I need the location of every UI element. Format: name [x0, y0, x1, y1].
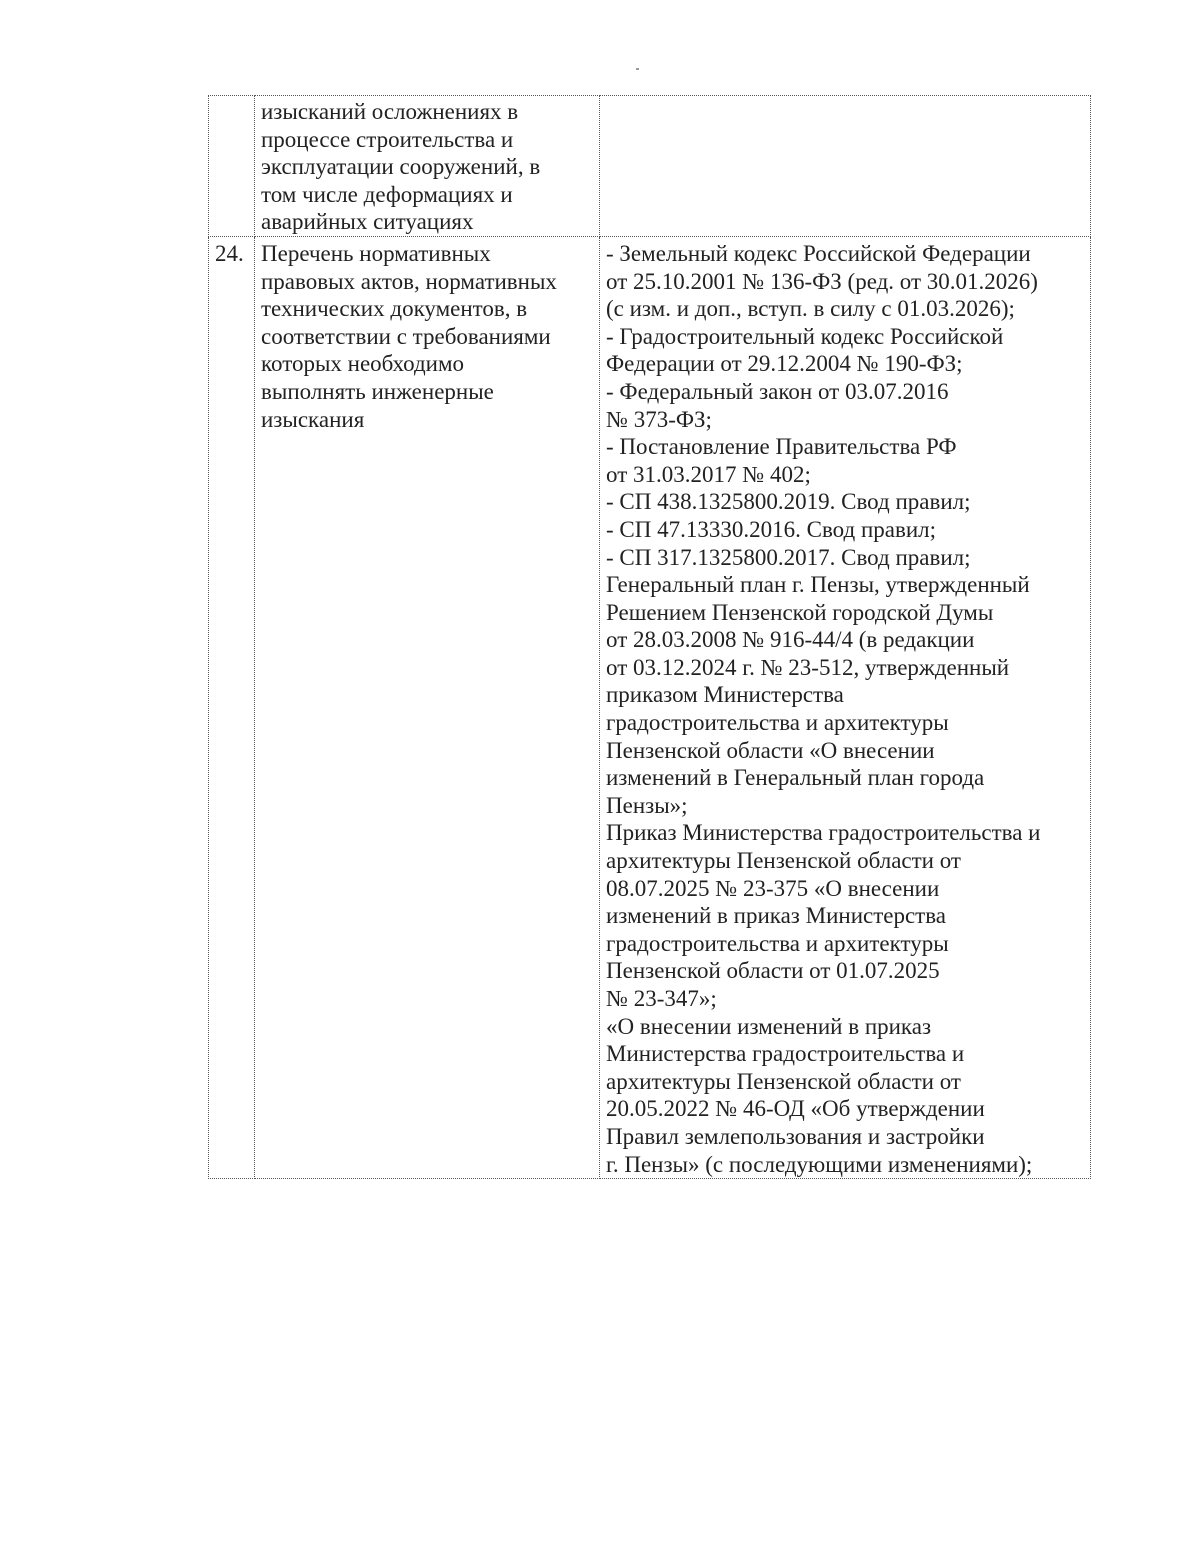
regulation-line: 20.05.2022 № 46-ОД «Об утверждении [606, 1096, 985, 1122]
row-name-line: правовых актов, нормативных [261, 268, 557, 294]
regulation-line: изменений в приказ Министерства [606, 903, 946, 929]
row-name-line: соответствии с требованиями [261, 323, 551, 349]
table-row [209, 236, 1091, 1178]
row-name-line: технических документов, в [261, 296, 528, 322]
row-name-line: аварийных ситуациях [261, 209, 474, 235]
row-value-cell [600, 236, 1091, 1178]
regulation-line: Приказ Министерства градостроительства и [606, 820, 1041, 846]
regulation-line: 08.07.2025 № 23-375 «О внесении [606, 875, 940, 901]
regulation-line: - Федеральный закон от 03.07.2016 [606, 378, 949, 404]
row-number-cell [209, 96, 255, 237]
regulation-line: - СП 47.13330.2016. Свод правил; [606, 516, 936, 542]
row-value-cell [600, 96, 1091, 237]
scan-mark [636, 68, 639, 70]
regulation-line: г. Пензы» (с последующими изменениями); [606, 1151, 1033, 1177]
regulation-line: приказом Министерства [606, 682, 844, 708]
row-name-line: Перечень нормативных [261, 240, 491, 266]
regulation-line: Федерации от 29.12.2004 № 190-ФЗ; [606, 351, 963, 377]
regulation-line: архитектуры Пензенской области от [606, 848, 961, 874]
row-name-cell [255, 236, 600, 1178]
row-name-line: изысканий осложнениях в [261, 99, 519, 124]
regulation-line: - СП 317.1325800.2017. Свод правил; [606, 544, 971, 570]
table-row [209, 96, 1091, 237]
row-name-line: изыскания [261, 406, 365, 432]
regulation-line: Министерства градостроительства и [606, 1041, 965, 1067]
regulation-line: № 23-347»; [606, 986, 717, 1011]
regulation-line: - Земельный кодекс Российской Федерации [606, 240, 1031, 266]
row-name-line: которых необходимо [261, 351, 465, 377]
regulation-line: Правил землепользования и застройки [606, 1123, 985, 1149]
regulation-line: Пензы»; [606, 792, 688, 818]
regulation-line: - Постановление Правительства РФ [606, 434, 957, 460]
regulation-line: Пензенской области «О внесении [606, 737, 935, 763]
regulation-line: - Градостроительный кодекс Российской [606, 323, 1004, 349]
regulation-line: от 31.03.2017 № 402; [606, 461, 811, 487]
regulation-line: (с изм. и доп., вступ. в силу с 01.03.2026); [606, 296, 1015, 322]
regulation-line: изменений в Генеральный план города [606, 765, 985, 791]
regulation-line: от 03.12.2024 г. № 23-512, утвержденный [606, 654, 1010, 680]
row-name-cell [255, 96, 600, 237]
regulation-line: Генеральный план г. Пензы, утвержденный [606, 572, 1030, 598]
row-name-line: процессе строительства и [261, 126, 514, 152]
regulation-line: градостроительства и архитектуры [606, 930, 949, 956]
regulation-line: архитектуры Пензенской области от [606, 1068, 961, 1094]
regulation-line: № 373-ФЗ; [606, 406, 712, 432]
row-name-line: эксплуатации сооружений, в [261, 154, 541, 180]
regulation-line: градостроительства и архитектуры [606, 710, 949, 736]
row-name-line: выполнять инженерные [261, 378, 494, 404]
row-name-line: том числе деформациях и [261, 181, 513, 207]
regulation-line: Решением Пензенской городской Думы [606, 599, 994, 625]
regulation-line: Пензенской области от 01.07.2025 [606, 958, 940, 984]
regulation-line: «О внесении изменений в приказ [606, 1013, 932, 1039]
regulation-line: от 25.10.2001 № 136-ФЗ (ред. от 30.01.2026) [606, 268, 1038, 294]
row-number-cell: 24. [209, 236, 255, 1178]
regulation-line: от 28.03.2008 № 916-44/4 (в редакции [606, 627, 975, 653]
requirements-table [208, 95, 1091, 1179]
regulation-line: - СП 438.1325800.2019. Свод правил; [606, 489, 971, 515]
